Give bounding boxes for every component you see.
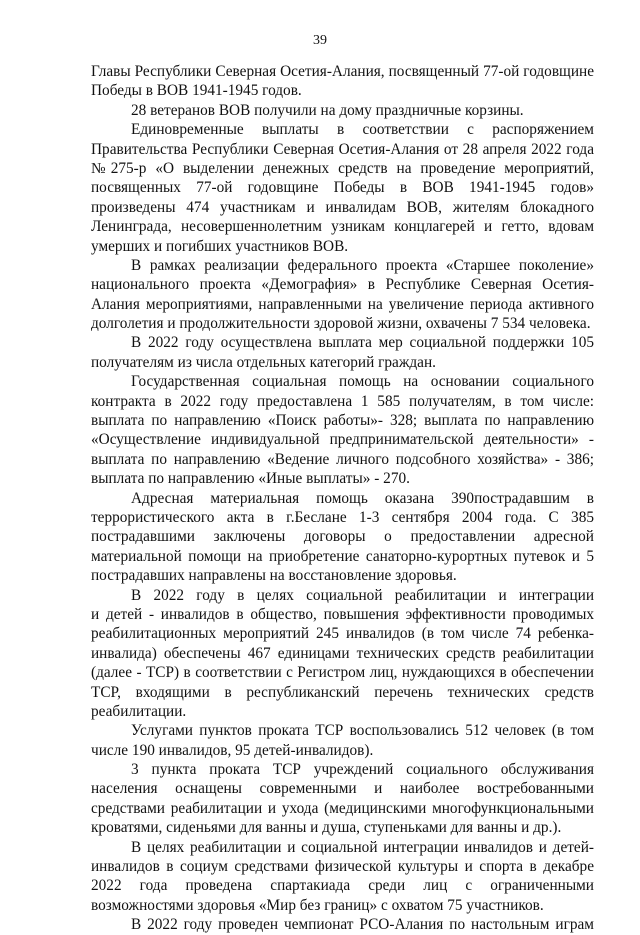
text-line: долголетия и продолжительности здоровой жизни, охвачены 7 534 человека.	[91, 315, 591, 333]
text-line: населения оснащены современными и наиболее востребованными	[91, 780, 594, 798]
text-line: средствами реабилитации и ухода (медицинскими многофункциональными	[91, 799, 594, 817]
text-line: 2022 года проведена спартакиада среди лиц с ограниченными	[91, 877, 594, 895]
text-line: кроватями, сиденьями для ванны и душа, ступеньками для ванны и др.).	[91, 819, 562, 837]
text-line: пострадавшими заключены договоры о предоставлении адресной	[91, 528, 594, 546]
text-line: реабилитационных мероприятий 245 инвалидов (в том числе 74 ребенка-	[91, 625, 594, 643]
text-line: В 2022 году проведен чемпионат РСО-Алания по настольным играм	[131, 916, 594, 934]
text-line: умерших и погибших участников ВОВ.	[91, 237, 349, 255]
text-line: террористического акта в г.Беслане 1-3 сентября 2004 года. С 385	[91, 508, 594, 526]
text-line: Государственная социальная помощь на основании социального	[131, 373, 594, 391]
text-line: «Осуществление индивидуальной предпринимательской деятельности» -	[91, 431, 594, 449]
text-line: инвалидов в социум средствами физической культуры и спорта в декабре	[91, 858, 594, 876]
text-line: Главы Республики Северная Осетия-Алания, посвященный 77-ой годовщине	[91, 63, 594, 80]
text-line: контракта в 2022 году предоставлена 1 585 получателям, в том числе:	[91, 392, 594, 410]
text-line: реабилитации.	[91, 702, 187, 720]
text-line: В рамках реализации федерального проекта «Старшее поколение»	[131, 256, 594, 274]
text-line: Услугами пунктов проката ТСР воспользовались 512 человек (в том	[131, 722, 594, 740]
text-line: В 2022 году осуществлена выплата мер социальной поддержки 105	[131, 334, 594, 352]
text-line: (далее - ТСР) в соответствии с Регистром лиц, нуждающихся в обеспечении	[91, 664, 594, 682]
text-line: Алания мероприятиями, направленными на увеличение периода активного	[91, 295, 594, 313]
text-line: выплата по направлению «Ведение личного подсобного хозяйства» - 386;	[91, 450, 594, 468]
text-line: 3 пункта проката ТСР учреждений социального обслуживания	[131, 761, 594, 779]
text-line: пострадавших направлены на восстановление здоровья.	[91, 567, 457, 585]
text-line: Единовременные выплаты в соответствии с распоряжением	[131, 121, 594, 139]
text-line: национального проекта «Демография» в Республике Северная Осетия-	[91, 276, 594, 294]
text-line: инвалида) обеспечены 467 единицами технических средств реабилитации	[91, 644, 594, 662]
text-line: Адресная материальная помощь оказана 390пострадавшим в	[131, 489, 594, 507]
page-number: 39	[313, 33, 327, 48]
text-line: ТСР, входящими в республиканский перечень технических средств	[91, 683, 594, 701]
text-line: произведены 474 участникам и инвалидам ВОВ, жителям блокадного	[91, 198, 594, 216]
text-line: №275-р «О выделении денежных средств на проведение мероприятий,	[91, 159, 594, 177]
text-line: 28 ветеранов ВОВ получили на дому праздничные корзины.	[131, 101, 524, 119]
text-line: выплата по направлению «Поиск работы»- 328; выплата по направлению	[91, 412, 594, 430]
text-line: получателям из числа отдельных категорий граждан.	[91, 353, 436, 371]
text-line: числе 190 инвалидов, 95 детей-инвалидов).	[91, 741, 374, 759]
text-line: Победы в ВОВ 1941-1945 годов.	[91, 82, 302, 100]
text-line: возможностями здоровья «Мир без границ» с охватом 75 участников.	[91, 896, 544, 914]
document-body	[91, 62, 594, 935]
text-line: и детей - инвалидов в общество, повышения эффективности проводимых	[91, 605, 594, 623]
text-line: В 2022 году в целях социальной реабилитации и интеграции	[131, 586, 594, 604]
text-line: выплата по направлению «Иные выплаты» - 270.	[91, 470, 410, 488]
text-line: материальной помощи на приобретение санаторно-курортных путевок и 5	[91, 547, 594, 565]
text-line: посвященных 77-ой годовщине Победы в ВОВ 1941-1945 годов»	[91, 179, 594, 197]
text-line: Правительства Республики Северная Осетия-Алания от 28 апреля 2022 года	[91, 140, 594, 158]
text-line: В целях реабилитации и социальной интеграции инвалидов и детей-	[131, 838, 594, 856]
text-line: Ленинграда, несовершеннолетним узникам концлагерей и гетто, вдовам	[91, 218, 594, 236]
